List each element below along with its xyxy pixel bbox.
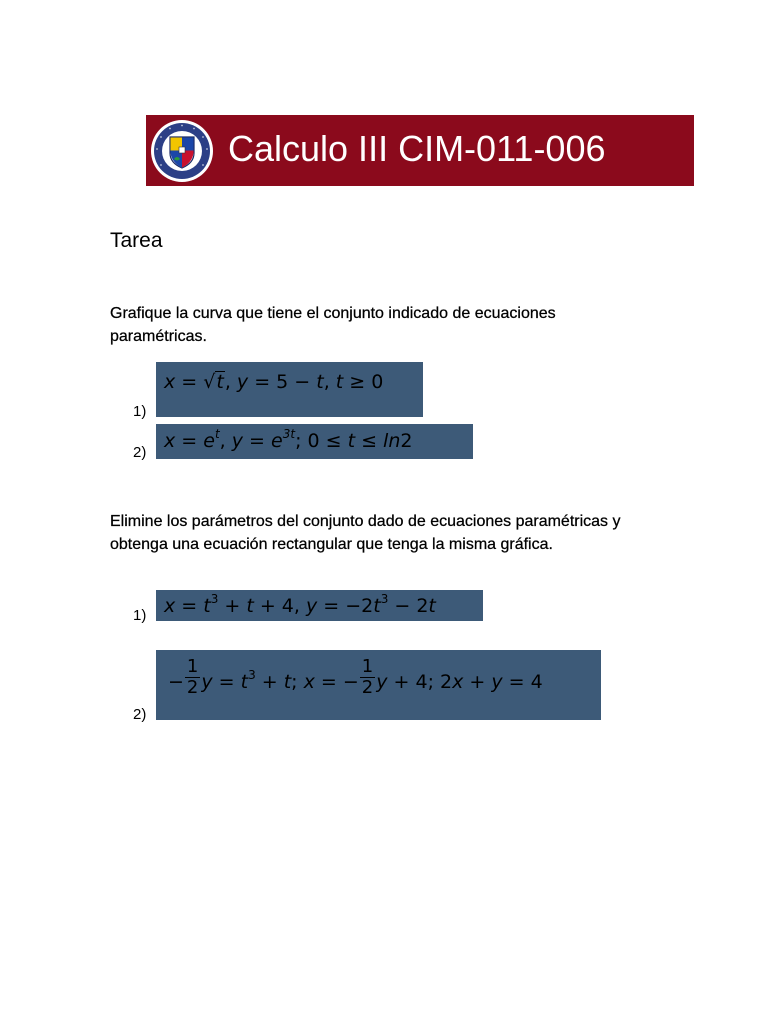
course-title: Calculo III CIM-011-006 — [228, 128, 606, 169]
section2-item2-number: 2) — [133, 706, 147, 723]
sqrt-symbol: √ — [203, 371, 216, 393]
equation-text: x = √t, y = 5 − t, t ≥ 0 — [164, 371, 384, 393]
section1-instruction: Grafique la curva que tiene el conjunto indicado de ecuaciones paramétricas. — [110, 305, 556, 345]
section1-equation-2 — [156, 424, 473, 459]
section2-instruction: Elimine los parámetros del conjunto dado de ecuaciones paramétricas y obtenga una ecuación rectangular que tenga la misma gráfica. — [110, 513, 621, 553]
equation-text: − $\frac{1}{2}$ $y = t^3 + t$; x = − $\frac{1}{2}$ y + 4; 2x + y = 4 — [168, 656, 543, 698]
section1-equation-1 — [156, 362, 423, 417]
university-seal-icon — [150, 119, 214, 183]
section2-equation-2 — [156, 650, 601, 720]
page-heading: Tarea — [110, 229, 163, 252]
section1-item1-number: 1) — [133, 403, 147, 420]
section2-item1-number: 1) — [133, 607, 147, 624]
section2-equation-1 — [156, 590, 483, 621]
equation-text: $x = t^3 + t + 4$, $y = -2t^3 - 2t$ — [164, 592, 436, 617]
fraction: $\frac{1}{2}$ — [361, 656, 374, 698]
equation-text: $x = e^t$, $y = e^{3t}$; 0 ≤ t ≤ ln2 — [164, 427, 413, 452]
section1-item2-number: 2) — [133, 444, 147, 461]
fraction: $\frac{1}{2}$ — [186, 656, 199, 698]
header-banner — [146, 115, 694, 186]
